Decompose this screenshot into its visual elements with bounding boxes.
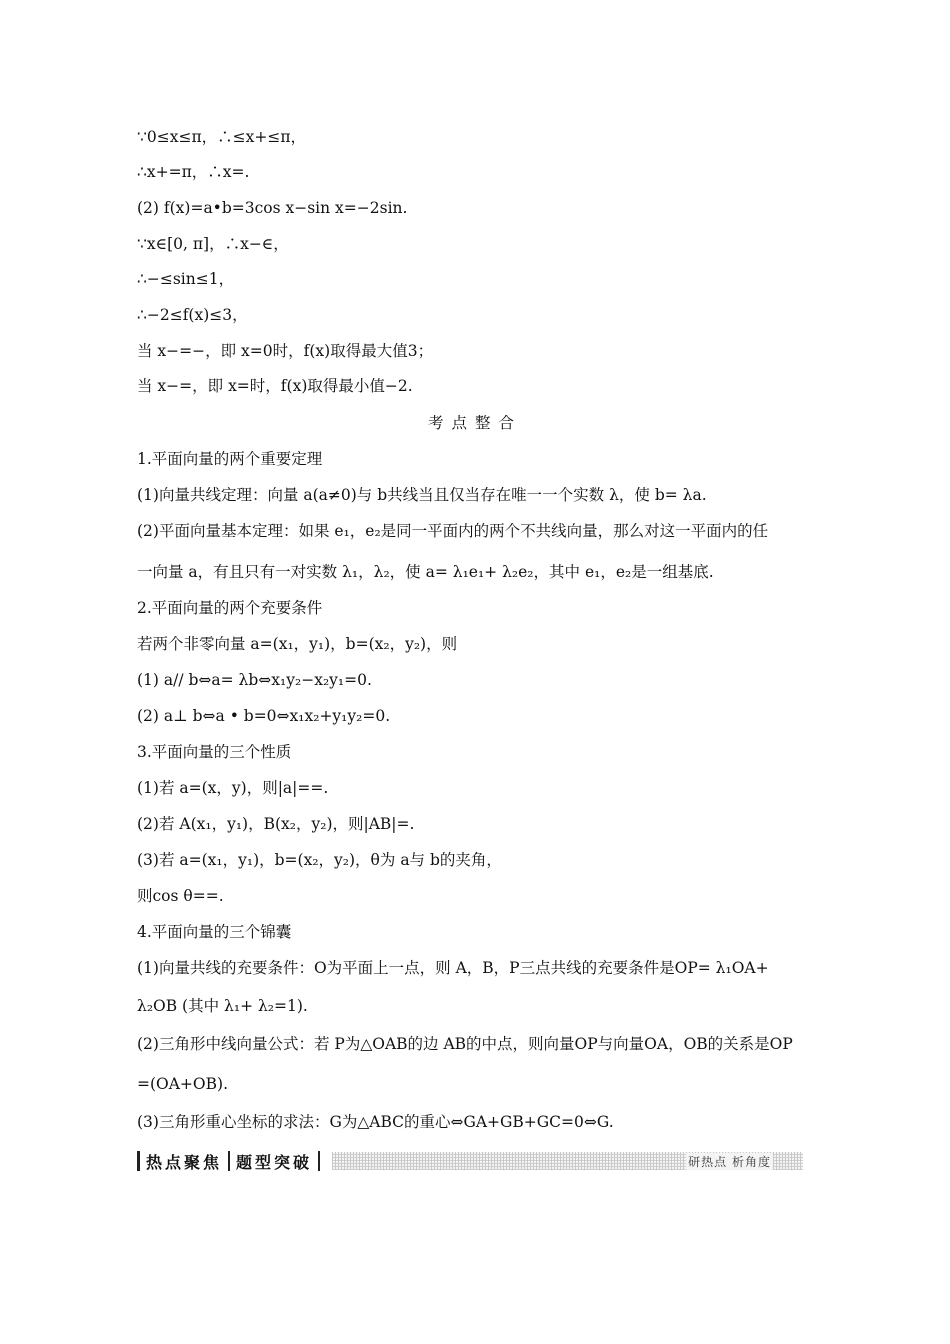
banner-bar: [137, 1151, 140, 1171]
text-line: 3.平面向量的三个性质: [137, 743, 292, 761]
text-line: 2.平面向量的两个充要条件: [137, 599, 323, 617]
text-line: (2)三角形中线向量公式：若 P为△OAB的边 AB的中点，则向量OP与向量OA，OB的关系是OP: [137, 1035, 793, 1053]
banner-pattern: [332, 1152, 803, 1170]
text-line: ∴−≤sin≤1，: [137, 270, 235, 288]
text-line: 则cos θ==.: [137, 887, 224, 905]
text-line: ∵x∈[0, π]，∴x−∈，: [137, 235, 289, 253]
banner-subtitle: 研热点 析角度: [688, 1154, 771, 1169]
banner-divider: [228, 1151, 230, 1171]
text-line: (2) f(x)=a•b=3cos x−sin x=−2sin.: [137, 199, 408, 217]
text-line: ∴−2≤f(x)≤3，: [137, 306, 248, 324]
text-line: 当 x−=，即 x=时，f(x)取得最小值−2.: [137, 377, 413, 395]
text-line: (1)向量共线定理：向量 a(a≠0)与 b共线当且仅当存在唯一一个实数 λ，使 b= λa.: [137, 486, 707, 504]
banner-title-left: 热点聚焦: [146, 1152, 223, 1172]
text-line: (1)若 a=(x，y)，则|a|==.: [137, 779, 329, 797]
banner-divider: [318, 1151, 320, 1171]
text-line: ∴x+=π，∴x=.: [137, 163, 250, 181]
banner-title-right: 题型突破: [236, 1152, 313, 1172]
section-heading: 考点整合: [427, 414, 522, 432]
text-line: ∵0≤x≤π，∴≤x+≤π，: [137, 128, 307, 146]
section-banner: [137, 1148, 803, 1174]
text-line: (3)三角形重心坐标的求法：G为△ABC的重心⇔GA+GB+GC=0⇔G.: [137, 1113, 614, 1131]
text-line: (1)向量共线的充要条件：O为平面上一点，则 A，B，P三点共线的充要条件是OP= λ₁OA+: [137, 959, 769, 977]
text-line: (2)若 A(x₁，y₁)，B(x₂，y₂)，则|AB|=.: [137, 815, 415, 833]
text-line: 若两个非零向量 a=(x₁，y₁)，b=(x₂，y₂)，则: [137, 635, 458, 653]
text-line: (2) a⊥ b⇔a • b=0⇔x₁x₂+y₁y₂=0.: [137, 707, 391, 725]
text-line: 一向量 a，有且只有一对实数 λ₁，λ₂，使 a= λ₁e₁+ λ₂e₂，其中 e₁，e₂是一组基底.: [137, 563, 714, 581]
text-line: (1) a// b⇔a= λb⇔x₁y₂−x₂y₁=0.: [137, 671, 372, 689]
text-line: (3)若 a=(x₁，y₁)，b=(x₂，y₂)，θ为 a与 b的夹角，: [137, 851, 502, 869]
text-line: 4.平面向量的三个锦囊: [137, 923, 292, 941]
text-line: λ₂OB (其中 λ₁+ λ₂=1).: [137, 997, 308, 1015]
text-line: 1.平面向量的两个重要定理: [137, 450, 323, 468]
text-line: =(OA+OB).: [137, 1075, 228, 1093]
text-line: 当 x−=−，即 x=0时，f(x)取得最大值3；: [137, 342, 434, 360]
text-line: (2)平面向量基本定理：如果 e₁，e₂是同一平面内的两个不共线向量，那么对这一平面内的任: [137, 522, 769, 540]
